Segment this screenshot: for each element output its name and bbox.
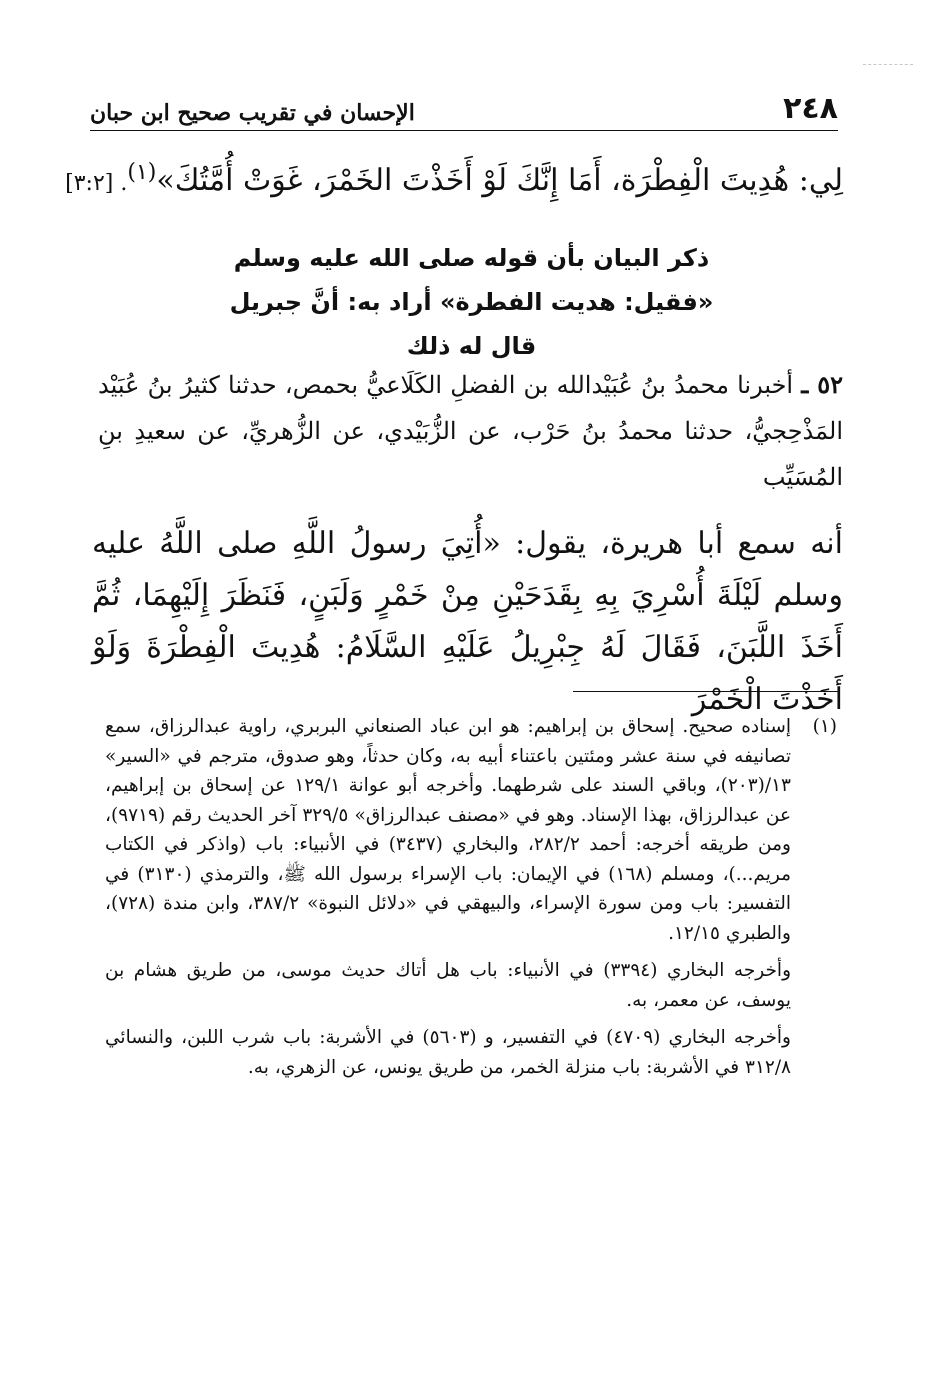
header-rule	[90, 130, 838, 131]
scan-artifact	[863, 64, 913, 65]
hadith-isnad	[98, 362, 843, 500]
chapter-heading-line-1: ذكر البيان بأن قوله صلى الله عليه وسلم	[233, 244, 710, 272]
footnote-separator	[573, 691, 838, 692]
hadith-matn: أنه سمع أبا هريرة، يقول: «أُتِيَ رسولُ اللَّهِ صلى اللَّهُ عليه وسلم لَيْلَةَ أُسْرِيَ بِهِ بِقَدَحَيْنِ مِنْ خَمْرٍ وَلَبَنٍ، فَنَظَرَ إِلَيْهِمَا، ثُمَّ أَخَذَ اللَّبَنَ، فَقَالَ لَهُ جِبْرِيلُ عَلَيْهِ السَّلَامُ: هُدِيتَ الْفِطْرَةَ وَلَوْ أَخَذْتَ الْخَمْرَ	[92, 526, 843, 717]
chapter-heading	[100, 236, 843, 368]
hadith-number: ٥٢ ـ	[801, 370, 843, 399]
footnote-paragraph-3: وأخرجه البخاري (٤٧٠٩) في التفسير، و (٥٦٠٣) في الأشربة: باب شرب اللبن، والنسائي ٣١٢/٨ في الأشربة: باب منزلة الخمر، من طريق يونس، عن الزهري، به.	[105, 1027, 791, 1078]
page-number: ٢٤٨	[783, 91, 838, 126]
chapter-heading-line-2: «فقيل: هديت الفطرة» أراد به: أنَّ جبريل	[229, 288, 714, 316]
footnote-reference: (١)	[127, 160, 157, 185]
isnad-text: أخبرنا محمدُ بنُ عُبَيْدالله بن الفضلِ الكَلَاعيُّ بحمص، حدثنا كثيرُ بنُ عُبَيْد المَذْحِجيُّ، حدثنا محمدُ بنُ حَرْب، عن الزُّبَيْدي، عن الزُّهريِّ، عن سعيدِ بنِ المُسَيِّب	[98, 371, 843, 491]
chapter-heading-line-3: قال له ذلك	[406, 332, 537, 360]
footnote-paragraph-1	[105, 712, 837, 948]
footnotes	[105, 712, 837, 1090]
continued-hadith-line	[65, 148, 843, 209]
page-header	[90, 84, 838, 124]
hadith-classification: . [٣:٢]	[65, 171, 128, 196]
footnote-paragraph-2: وأخرجه البخاري (٣٣٩٤) في الأنبياء: باب هل أتاك حديث موسى، من طريق هشام بن يوسف، عن معمر، به.	[105, 960, 791, 1011]
footnote-text-1: إسناده صحيح. إسحاق بن إبراهيم: هو ابن عباد الصنعاني البربري، راوية عبدالرزاق، سمع تصانيفه في سنة عشر ومئتين باعتناء أبيه به، وكان حدثاً، وهو صدوق، مترجم في «السير» ١٣/(٢٠٣)، وباقي السند على شرطهما. وأخرجه أبو عوانة ١٢٩/١ عن إسحاق بن إبراهيم، عن عبدالرزاق، بهذا الإسناد. وهو في «مصنف عبدالرزاق» ٣٢٩/٥ آخر الحديث رقم (٩٧١٩)، ومن طريقه أخرجه: أحمد ٢٨٢/٢، والبخاري (٣٤٣٧) في الأنبياء: باب (واذكر في الكتاب مريم...)، ومسلم (١٦٨) في الإيمان: باب الإسراء برسول الله ﷺ، والترمذي (٣١٣٠) في التفسير: باب ومن سورة الإسراء، والبيهقي في «دلائل النبوة» ٣٨٧/٢، وابن مندة (٧٢٨)، والطبري ١٢/١٥.	[105, 716, 791, 944]
continued-text: لِي: هُدِيتَ الْفِطْرَة، أَمَا إِنَّكَ لَوْ أَخَذْتَ الخَمْرَ، غَوَتْ أُمَّتُكَ»	[156, 163, 843, 198]
footnote-marker: (١)	[812, 716, 837, 737]
running-title: الإحسان في تقريب صحيح ابن حبان	[90, 100, 415, 126]
